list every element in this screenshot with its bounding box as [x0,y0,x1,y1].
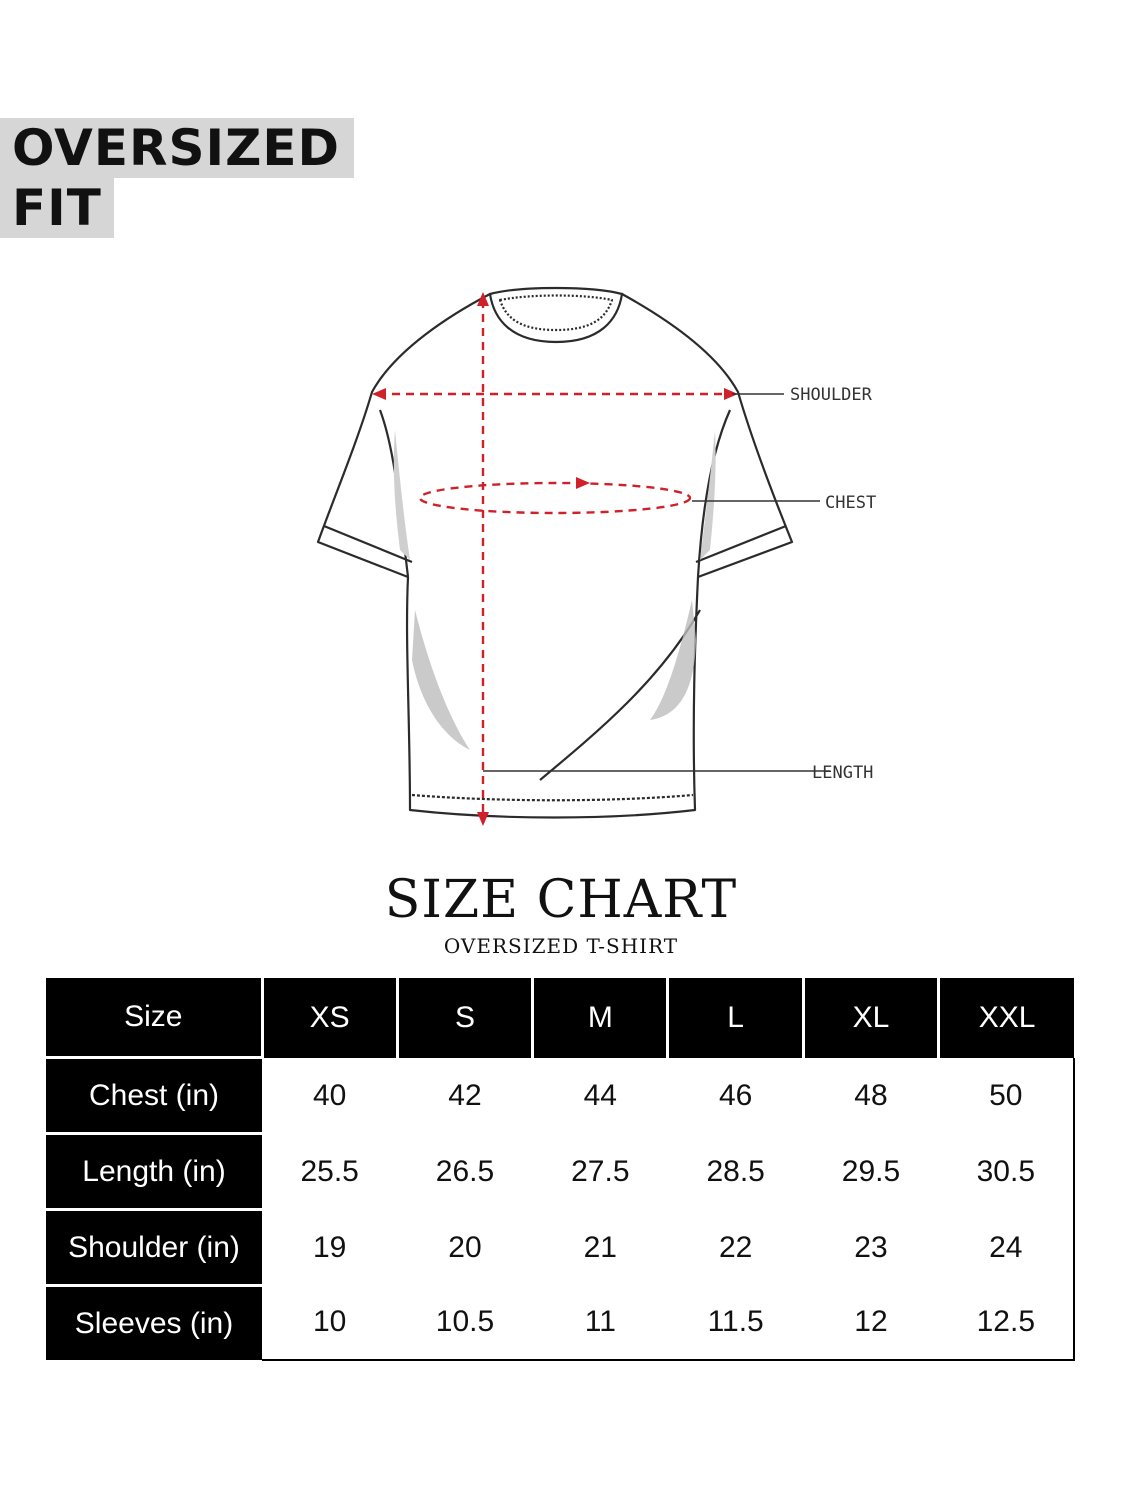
table-cell: 25.5 [262,1134,397,1210]
table-cell: 19 [262,1210,397,1286]
row-label: Chest (in) [46,1058,262,1134]
table-cell: 23 [803,1210,938,1286]
table-header-row [46,978,1074,1058]
shoulder-label: SHOULDER [790,385,872,405]
tshirt-illustration [300,280,920,840]
table-cell: 20 [397,1210,532,1286]
table-cell: 22 [668,1210,803,1286]
row-label: Length (in) [46,1134,262,1210]
table-cell: 12.5 [939,1286,1074,1361]
fit-badge [0,118,354,238]
header-cell: M [533,978,668,1058]
table-cell: 40 [262,1058,397,1134]
tshirt-measurement-diagram [300,280,920,840]
body-outline [407,577,698,818]
table-cell: 48 [803,1058,938,1134]
row-label: Sleeves (in) [46,1286,262,1361]
header-cell: L [668,978,803,1058]
table-cell: 26.5 [397,1134,532,1210]
header-cell: XS [262,978,397,1058]
header-cell: XXL [939,978,1074,1058]
table-cell: 30.5 [939,1134,1074,1210]
table-cell: 11 [533,1286,668,1361]
table-cell: 46 [668,1058,803,1134]
table-row [46,1134,1074,1210]
fit-badge-line1: OVERSIZED [0,118,354,178]
size-table [46,978,1075,1361]
table-cell: 10 [262,1286,397,1361]
table-row [46,1210,1074,1286]
header-cell: S [397,978,532,1058]
table-cell: 27.5 [533,1134,668,1210]
table-cell: 10.5 [397,1286,532,1361]
header-cell: Size [46,978,262,1058]
table-cell: 24 [939,1210,1074,1286]
size-chart-subtitle: OVERSIZED T-SHIRT [443,934,679,958]
header-cell: XL [803,978,938,1058]
table-cell: 44 [533,1058,668,1134]
table-cell: 12 [803,1286,938,1361]
size-chart-title: SIZE CHART [384,870,738,930]
fit-badge-line2: FIT [0,178,114,238]
table-cell: 28.5 [668,1134,803,1210]
chest-label: CHEST [825,493,877,513]
chest-measure-line [420,483,690,513]
table-cell: 29.5 [803,1134,938,1210]
table-row [46,1058,1074,1134]
length-label: LENGTH [812,763,874,783]
table-cell: 11.5 [668,1286,803,1361]
row-label: Shoulder (in) [46,1210,262,1286]
table-row [46,1286,1074,1361]
table-cell: 42 [397,1058,532,1134]
table-cell: 21 [533,1210,668,1286]
table-cell: 50 [939,1058,1074,1134]
